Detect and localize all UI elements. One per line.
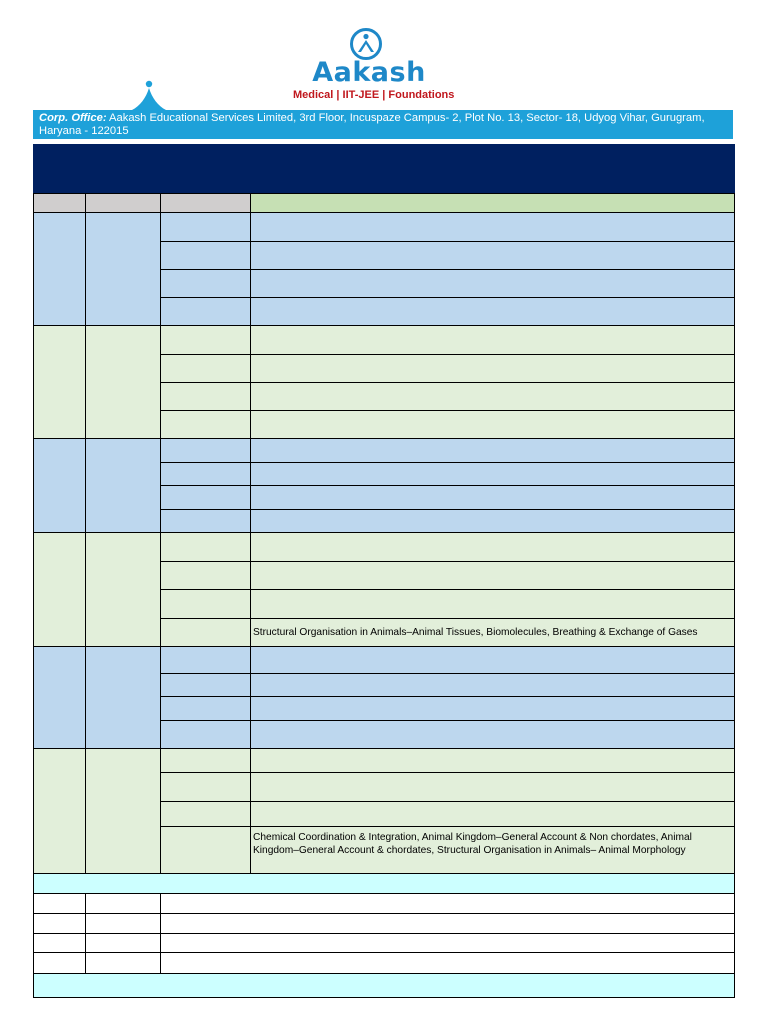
table-cell — [160, 241, 251, 270]
table-cell — [85, 952, 161, 974]
aakash-symbol-icon — [349, 27, 383, 61]
table-cell — [160, 618, 251, 647]
header-cell — [85, 193, 161, 213]
group-cell — [85, 532, 161, 647]
table-cell — [85, 893, 161, 914]
table-cell — [160, 212, 251, 242]
group-cell — [33, 748, 86, 874]
table-cell — [250, 325, 735, 355]
group-cell — [33, 325, 86, 439]
corp-office-label: Corp. Office: — [39, 112, 107, 124]
group-cell — [33, 212, 86, 326]
table-cell — [160, 532, 251, 562]
table-cell — [250, 212, 735, 242]
corp-office-address: Aakash Educational Services Limited, 3rd Floor, Incuspaze Campus- 2, Plot No. 13, Sector- 18, Udyog Vihar, Gurugram, Haryana - 122015 — [39, 112, 705, 137]
header-cell — [33, 193, 86, 213]
table-cell — [160, 826, 251, 874]
table-cell — [160, 561, 251, 590]
table-cell — [33, 893, 86, 914]
section-band — [33, 973, 735, 998]
group-cell — [85, 438, 161, 533]
table-cell — [250, 720, 735, 749]
schedule-table — [33, 193, 735, 998]
brand-name: Aakash — [312, 57, 426, 88]
table-cell — [85, 913, 161, 934]
table-cell — [250, 561, 735, 590]
table-cell — [250, 772, 735, 802]
table-cell — [250, 485, 735, 510]
table-cell — [250, 673, 735, 697]
table-cell — [250, 269, 735, 298]
topics-cell: Chemical Coordination & Integration, Animal Kingdom–General Account & Non chordates, Animal Kingdom–General Account & chordates, Structural Organisation in Animals– Animal Morphology — [250, 826, 735, 874]
title-band — [33, 144, 735, 193]
table-cell — [250, 532, 735, 562]
table-cell — [33, 952, 86, 974]
table-cell — [160, 382, 251, 411]
table-cell — [33, 913, 86, 934]
table-cell — [160, 462, 251, 486]
aakash-peak-icon — [132, 78, 166, 112]
table-cell — [250, 589, 735, 619]
group-cell — [85, 212, 161, 326]
section-band — [33, 873, 735, 894]
table-cell — [250, 748, 735, 773]
group-cell — [33, 438, 86, 533]
table-cell — [160, 913, 735, 934]
table-cell — [160, 438, 251, 463]
table-cell — [160, 933, 735, 953]
table-cell — [33, 933, 86, 953]
table-cell — [160, 748, 251, 773]
table-cell — [160, 673, 251, 697]
table-cell — [250, 241, 735, 270]
table-cell — [250, 410, 735, 439]
table-cell — [160, 772, 251, 802]
table-cell — [250, 438, 735, 463]
table-cell — [160, 297, 251, 326]
aakash-logo — [293, 27, 455, 103]
header-cell — [250, 193, 735, 213]
table-cell — [250, 696, 735, 721]
table-cell — [250, 462, 735, 486]
table-cell — [160, 325, 251, 355]
table-cell — [160, 269, 251, 298]
table-cell — [250, 382, 735, 411]
table-cell — [160, 696, 251, 721]
table-cell — [160, 646, 251, 674]
table-cell — [250, 801, 735, 827]
table-cell — [160, 354, 251, 383]
table-cell — [160, 509, 251, 533]
table-cell — [250, 646, 735, 674]
table-cell — [160, 589, 251, 619]
topics-cell: Structural Organisation in Animals–Animal Tissues, Biomolecules, Breathing & Exchange of Gases — [250, 618, 735, 647]
table-cell — [250, 509, 735, 533]
table-cell — [160, 410, 251, 439]
group-cell — [33, 532, 86, 647]
group-cell — [85, 646, 161, 749]
corp-office-banner — [33, 110, 733, 139]
table-cell — [160, 720, 251, 749]
table-cell — [160, 893, 735, 914]
table-cell — [160, 485, 251, 510]
group-cell — [33, 646, 86, 749]
table-cell — [160, 801, 251, 827]
header-cell — [160, 193, 251, 213]
group-cell — [85, 748, 161, 874]
table-cell — [250, 354, 735, 383]
group-cell — [85, 325, 161, 439]
table-cell — [160, 952, 735, 974]
table-cell — [250, 297, 735, 326]
brand-tagline: Medical | IIT-JEE | Foundations — [293, 89, 455, 101]
table-cell — [85, 933, 161, 953]
